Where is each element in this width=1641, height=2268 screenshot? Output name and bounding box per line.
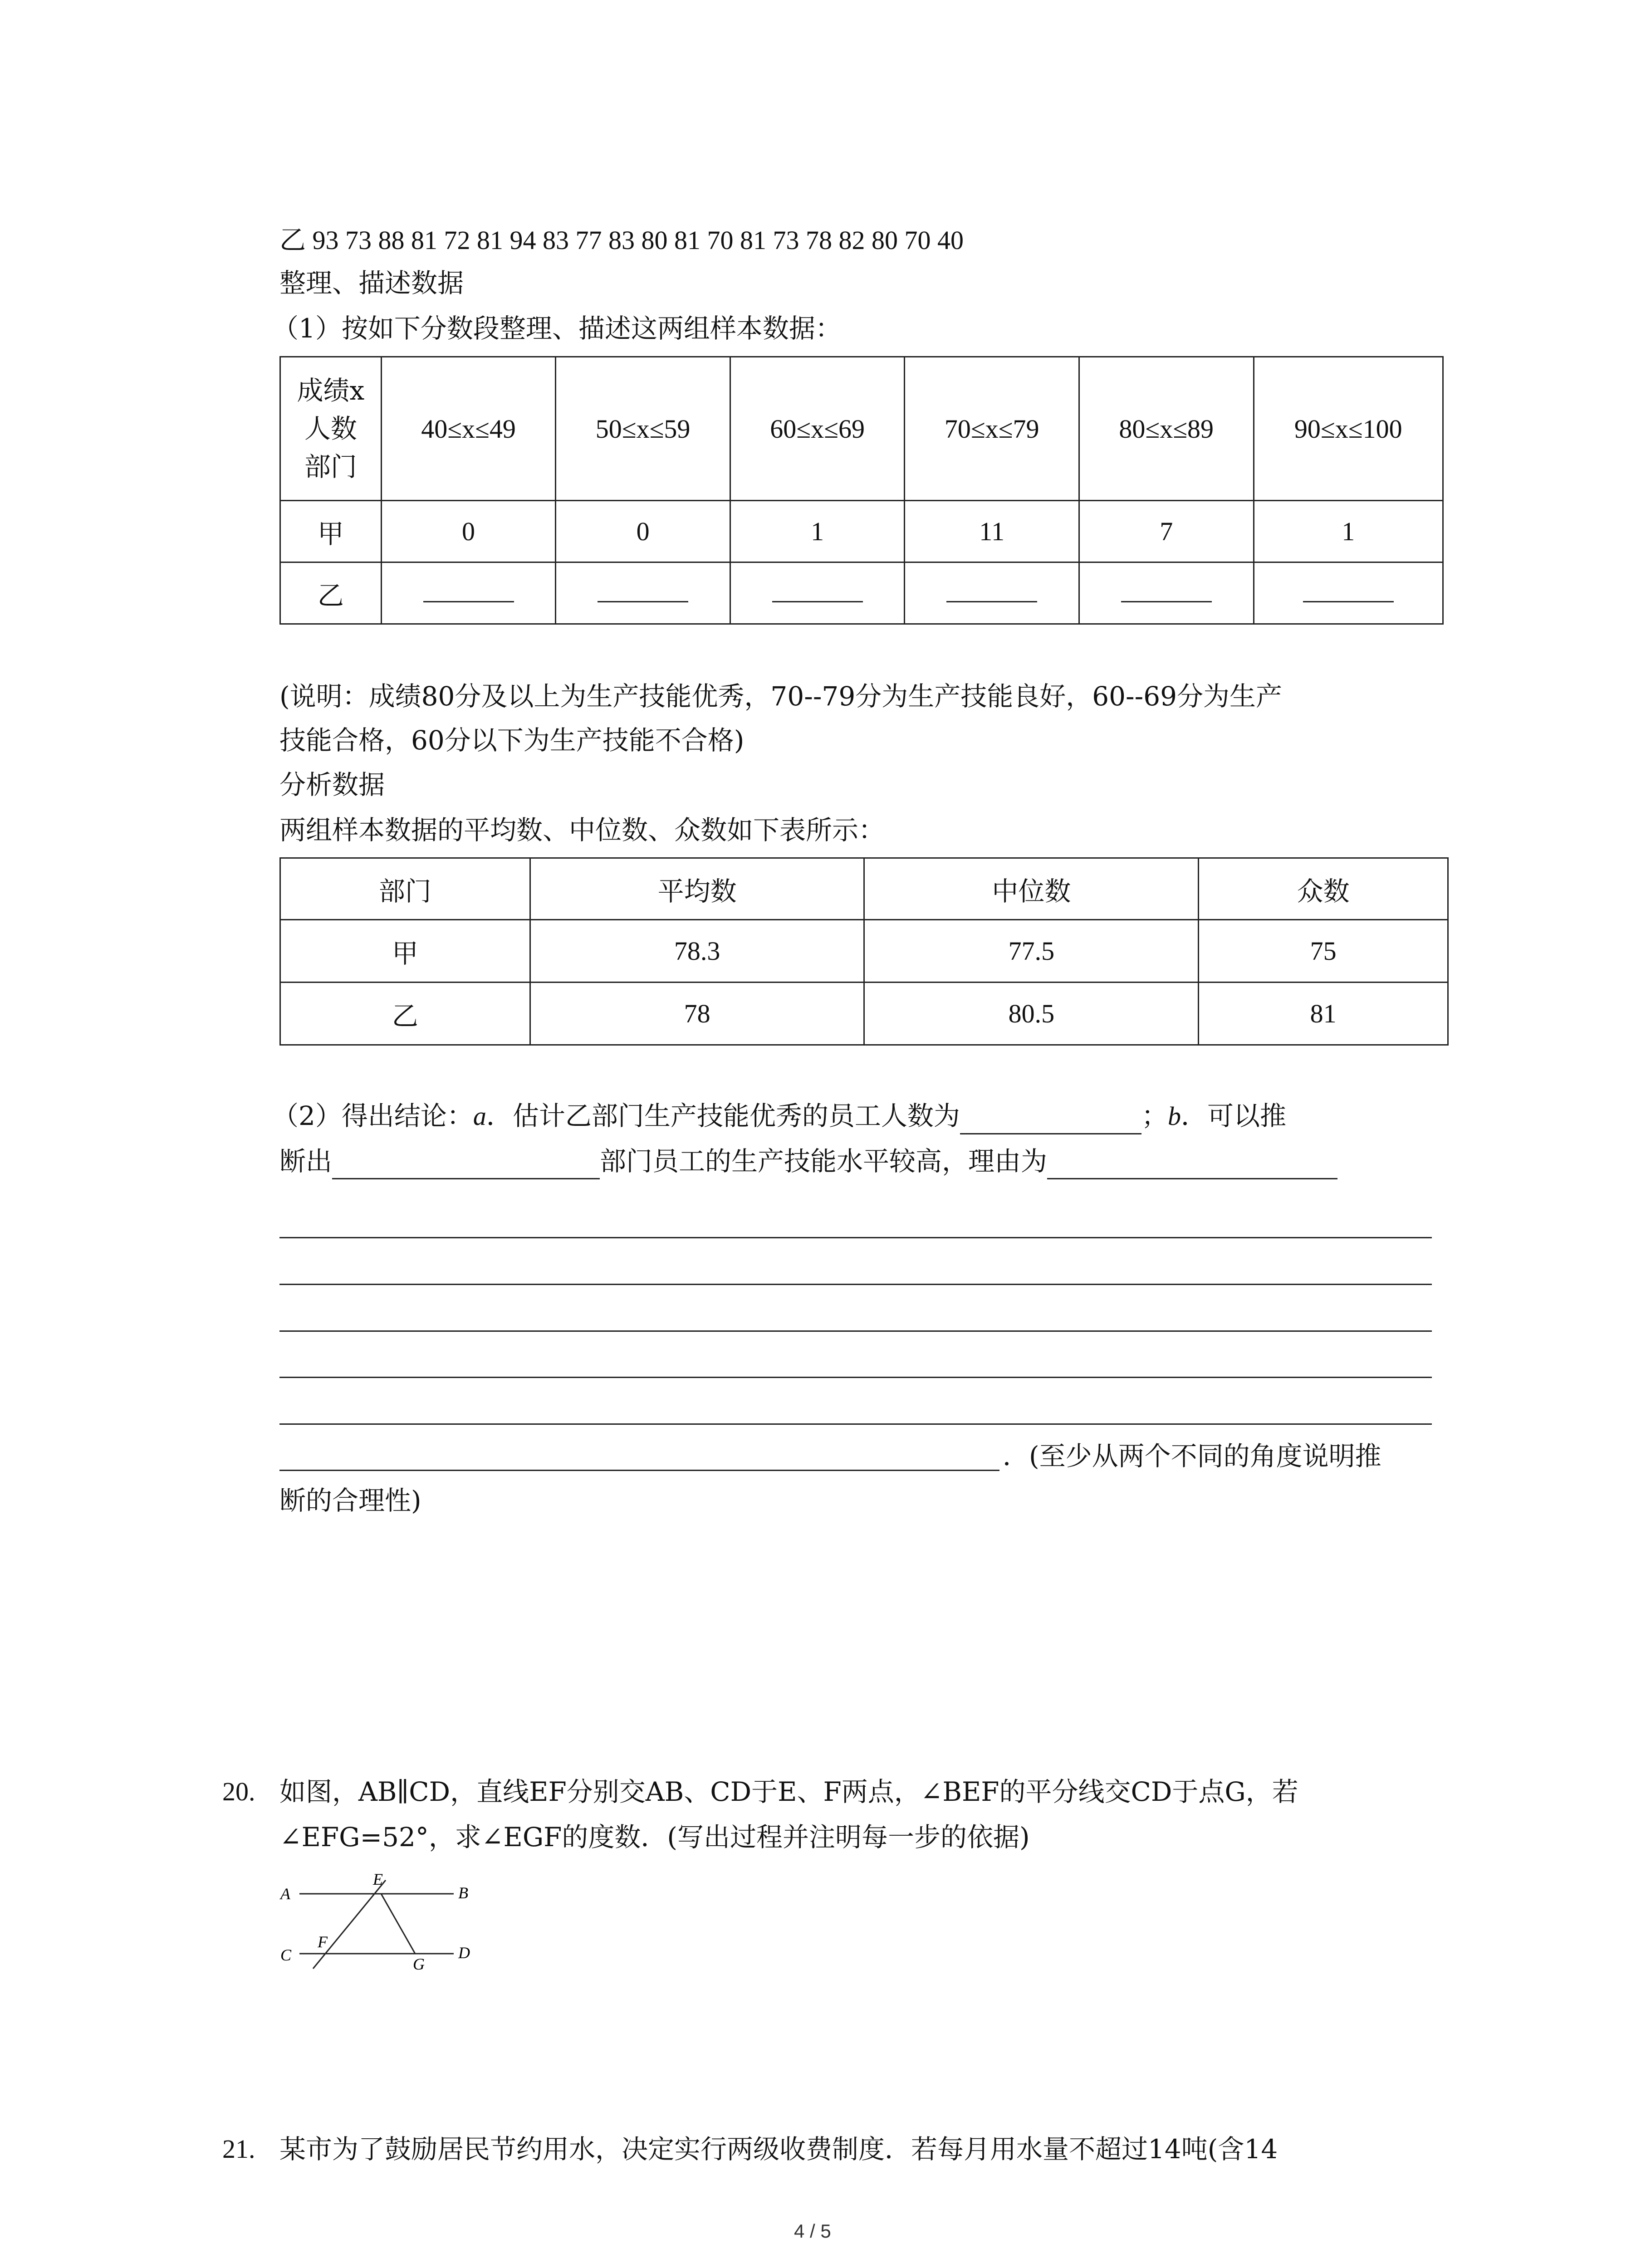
q2-line2-start: 断出: [279, 1146, 333, 1177]
table2-header-mode: 众数: [1199, 858, 1448, 920]
q20-line-1: 如图，AB∥CD，直线EF分别交AB、CD于E、F两点，∠BEF的平分线交CD于点G，若: [279, 1776, 1298, 1807]
table2-cell: 77.5: [864, 920, 1199, 982]
table1-cell: 7: [1079, 501, 1254, 562]
note-line-2: 技能合格，60分以下为生产技能不合格): [279, 725, 745, 756]
table1-answer-cell[interactable]: [905, 562, 1079, 624]
section-organize: 整理、描述数据: [279, 268, 464, 298]
label-a: A: [280, 1885, 290, 1903]
table1-cell: 1: [730, 501, 905, 562]
answer-blank-reason[interactable]: [1047, 1151, 1337, 1179]
frequency-table: [279, 356, 1444, 625]
q2-line-2: [279, 1143, 1337, 1179]
table1-cell: 1: [1254, 501, 1443, 562]
table1-row-label-jia: 甲: [280, 501, 382, 562]
label-c: C: [280, 1946, 292, 1964]
table1-col-header: 90≤x≤100: [1254, 357, 1443, 501]
table2-intro: 两组样本数据的平均数、中位数、众数如下表所示：: [279, 815, 885, 846]
table1-col-header: 60≤x≤69: [730, 357, 905, 501]
q2-a-text: ．估计乙部门生产技能优秀的员工人数为: [486, 1100, 960, 1131]
table2-cell: 78.3: [530, 920, 864, 982]
answer-line[interactable]: [279, 1377, 1432, 1378]
answer-blank[interactable]: [772, 581, 863, 602]
q2-part1: （2）得出结论：: [272, 1100, 473, 1131]
table2-header-mean: 平均数: [530, 858, 864, 920]
table1-col-header: 70≤x≤79: [905, 357, 1079, 501]
q2-line2-mid: 部门员工的生产技能水平较高，理由为: [600, 1146, 1048, 1177]
label-f: F: [318, 1933, 328, 1951]
q2-tail: ．(至少从两个不同的角度说明推: [1003, 1441, 1381, 1471]
answer-blank-dept[interactable]: [332, 1151, 600, 1179]
q2-separator: ；: [1141, 1100, 1168, 1131]
table1-cell: 11: [905, 501, 1079, 562]
answer-blank[interactable]: [598, 581, 688, 602]
table2-header-dept: 部门: [280, 858, 530, 920]
table1-answer-cell[interactable]: [381, 562, 556, 624]
q2-b-label: b: [1167, 1101, 1181, 1131]
q2-tail-2: 断的合理性): [279, 1485, 421, 1516]
table1-header-count: 人数: [304, 413, 357, 444]
q20-number: 20.: [222, 1777, 255, 1806]
table1-answer-cell[interactable]: [1254, 562, 1443, 624]
answer-blank[interactable]: [946, 581, 1037, 602]
line-eg: [381, 1894, 415, 1954]
answer-line[interactable]: [279, 1330, 1432, 1332]
table1-header-score: 成绩x: [297, 375, 365, 406]
statistics-table: [279, 857, 1449, 1046]
answer-line[interactable]: [279, 1237, 1432, 1238]
geometry-figure: [272, 1857, 499, 1971]
q21-number: 21.: [222, 2134, 255, 2164]
table2-row-label: 乙: [280, 982, 530, 1045]
step1-instruction: （1）按如下分数段整理、描述这两组样本数据：: [272, 313, 842, 344]
page-number: 4 / 5: [794, 2220, 831, 2242]
table2-row-label: 甲: [280, 920, 530, 982]
table1-col-header: 50≤x≤59: [556, 357, 730, 501]
q2-a-label: a: [473, 1101, 486, 1131]
answer-blank-a[interactable]: [960, 1106, 1141, 1134]
table1-col-header: 40≤x≤49: [381, 357, 556, 501]
q20-line-2: ∠EFG=52°，求∠EGF的度数．(写出过程并注明每一步的依据): [279, 1822, 1030, 1853]
table1-answer-cell[interactable]: [1079, 562, 1254, 624]
table1-corner-header: [280, 357, 382, 501]
answer-blank[interactable]: [423, 581, 514, 602]
table1-answer-cell[interactable]: [556, 562, 730, 624]
table2-cell: 75: [1199, 920, 1448, 982]
q2-line-1: [272, 1098, 1286, 1134]
table1-header-dept: 部门: [304, 451, 357, 482]
q2-b-text: ．可以推: [1181, 1100, 1286, 1131]
answer-line[interactable]: [279, 1470, 999, 1471]
raw-data-line: 乙 93 73 88 81 72 81 94 83 77 83 80 81 70 81 73 78 82 80 70 40: [279, 225, 964, 255]
label-b: B: [458, 1884, 468, 1902]
q21-line-1: 某市为了鼓励居民节约用水，决定实行两级收费制度．若每月用水量不超过14吨(含14: [279, 2134, 1278, 2165]
answer-blank[interactable]: [1303, 581, 1394, 602]
answer-blank[interactable]: [1121, 581, 1212, 602]
table2-header-median: 中位数: [864, 858, 1199, 920]
table2-cell: 80.5: [864, 982, 1199, 1045]
label-g: G: [413, 1955, 425, 1971]
label-e: E: [373, 1870, 383, 1888]
label-d: D: [458, 1944, 470, 1962]
table2-cell: 78: [530, 982, 864, 1045]
answer-line[interactable]: [279, 1423, 1432, 1425]
note-line-1: (说明：成绩80分及以上为生产技能优秀，70--79分为生产技能良好，60--69分为生产: [279, 681, 1283, 712]
table1-cell: 0: [381, 501, 556, 562]
answer-line[interactable]: [279, 1284, 1432, 1285]
table2-cell: 81: [1199, 982, 1448, 1045]
table1-answer-cell[interactable]: [730, 562, 905, 624]
table1-col-header: 80≤x≤89: [1079, 357, 1254, 501]
table1-cell: 0: [556, 501, 730, 562]
section-analyze: 分析数据: [279, 769, 385, 800]
table1-row-label-yi: 乙: [280, 562, 382, 624]
